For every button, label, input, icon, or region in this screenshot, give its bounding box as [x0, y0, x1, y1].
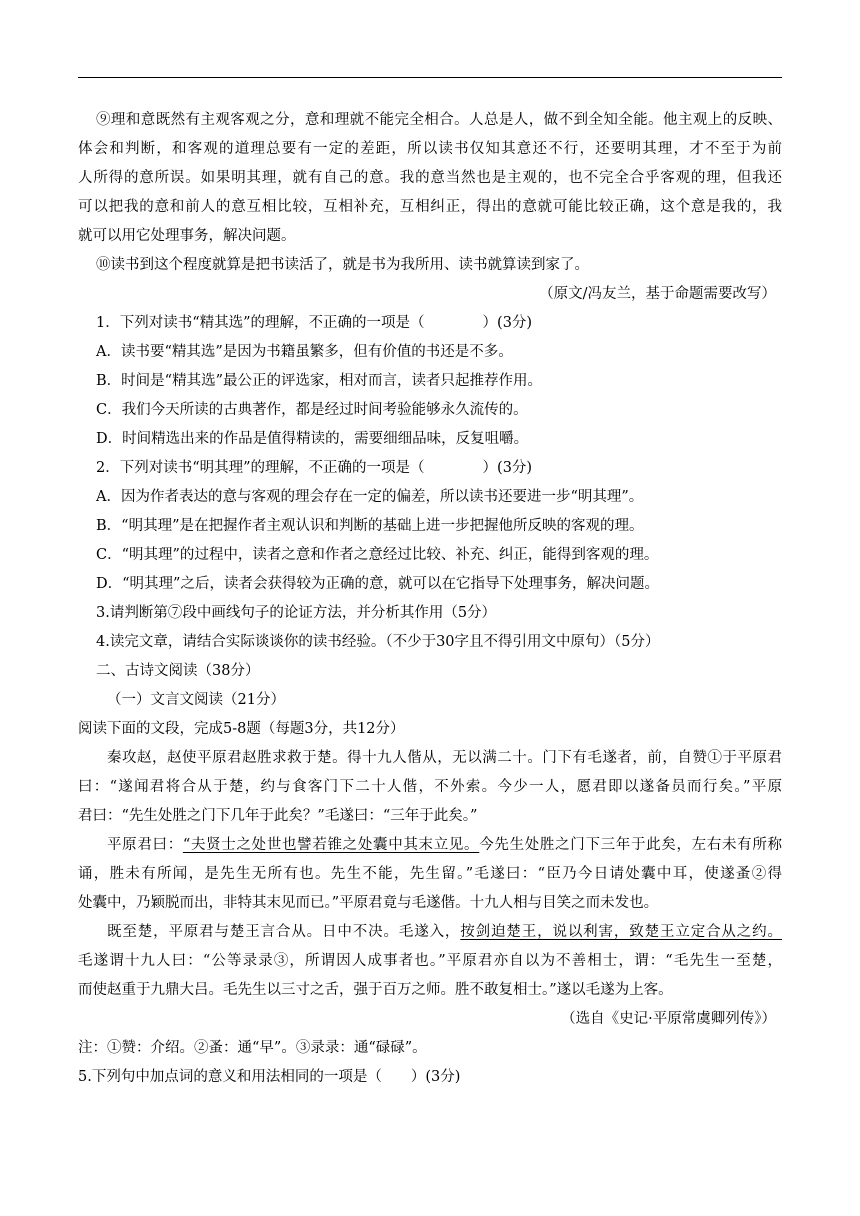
section-heading-ancient-reading: 二、古诗文阅读（38分）: [96, 663, 260, 679]
paragraph-10: ⑩读书到这个程度就算是把书读活了，就是书为我所用、读书就算读到家了。: [96, 257, 589, 273]
paragraph-9-line-2: 体会和判断，和客观的道理总要有一定的差距，所以读书仅知其意还不行，还要明其理，才不至于为前: [78, 141, 782, 157]
passage-para-1-line-2: 曰：“遂闻君将合从于楚，约与食客门下二十人偕，不外索。今少一人，愿君即以遂备员而行矣。”平原: [78, 779, 782, 795]
question-1-option-d: D．时间精选出来的作品是值得精读的，需要细细品味，反复咀嚼。: [96, 431, 529, 447]
source-citation-1: （原文/冯友兰，基于命题需要改写）: [539, 286, 776, 302]
paragraph-9-line-4: 可以把我的意和前人的意互相比较，互相补充，互相纠正，得出的意就可能比较正确，这个意是我的，我: [78, 199, 782, 215]
paragraph-9-line-5: 就可以用它处理事务，解决问题。: [78, 228, 296, 244]
question-2-option-c: C．“明其理”的过程中，读者之意和作者之意经过比较、补充、纠正，能得到客观的理。: [96, 547, 659, 563]
question-2-option-d: D．“明其理”之后，读者会获得较为正确的意，就可以在它指导下处理事务，解决问题。: [96, 576, 659, 592]
annotation-notes: 注：①赞：介绍。②蚤：通“早”。③录录：通“碌碌”。: [78, 1040, 427, 1056]
document-content: [78, 106, 782, 1092]
question-1-option-b: B．时间是“精其选”最公正的评选家，相对而言，读者只起推荐作用。: [96, 373, 542, 389]
underlined-sentence: 按剑迫楚王，说以利害，致楚王立定合从之约。: [460, 924, 782, 940]
passage-para-2-prefix: 平原君曰：: [107, 837, 183, 853]
question-5-stem: 5.下列句中加点词的意义和用法相同的一项是（ ）(3分): [78, 1069, 461, 1085]
passage-para-3-line-1: [78, 918, 782, 947]
passage-para-3-prefix: 既至楚，平原君与楚王言合从。日中不决。毛遂入，: [107, 924, 461, 940]
passage-para-2-line-3: 处囊中，乃颖脱而出，非特其末见而已。”平原君竟与毛遂偕。十九人相与目笑之而未发也。: [78, 895, 659, 911]
passage-para-3-line-2: 毛遂谓十九人曰：“公等录录③，所谓因人成事者也。”平原君亦自以为不善相士，谓：“毛先生一至楚，: [78, 953, 782, 969]
paragraph-9-line-1: ⑨理和意既然有主观客观之分，意和理就不能完全相合。人总是人，做不到全知全能。他主观上的反映、: [96, 112, 782, 128]
passage-para-1-line-3: 君曰：“先生处胜之门下几年于此矣？”毛遂曰：“三年于此矣。”: [78, 808, 478, 824]
source-citation-2: （选自《史记·平原常虞卿列传》）: [561, 1011, 776, 1027]
paragraph-9-line-3: 人所得的意所误。如果明其理，就有自己的意。我的意当然也是主观的，也不完全合乎客观的理，但我还: [78, 170, 782, 186]
subsection-heading-classical-reading: （一）文言文阅读（21分）: [107, 692, 285, 708]
question-1-option-a: A．读书要“精其选”是因为书籍虽繁多，但有价值的书还是不多。: [96, 344, 513, 360]
question-3: 3.请判断第⑦段中画线句子的论证方法，并分析其作用（5分）: [96, 605, 497, 621]
passage-para-3-line-3: 而使赵重于九鼎大吕。毛先生以三寸之舌，强于百万之师。胜不敢复相士。”遂以毛遂为上客。: [78, 982, 673, 998]
question-1-option-c: C．我们今天所读的古典著作，都是经过时间考验能够永久流传的。: [96, 402, 528, 418]
question-4: 4.读完文章，请结合实际谈谈你的读书经验。（不少于30字且不得引用文中原句）（5分）: [96, 634, 660, 650]
question-1-stem: 1．下列对读书“精其选”的理解，不正确的一项是（ ）(3分): [96, 315, 533, 331]
passage-para-2-line-2: 诵，胜未有所闻，是先生无所有也。先生不能，先生留。”毛遂曰：“臣乃今日请处囊中耳，使遂蚤②得: [78, 866, 782, 882]
passage-para-1-line-1: 秦攻赵，赵使平原君赵胜求救于楚。得十九人偕从，无以满二十。门下有毛遂者，前，自赞①于平原君: [107, 750, 782, 766]
question-2-option-b: B．“明其理”是在把握作者主观认识和判断的基础上进一步把握他所反映的客观的理。: [96, 518, 644, 534]
reading-instruction: 阅读下面的文段，完成5-8题（每题3分，共12分）: [78, 721, 405, 737]
passage-para-2-rest: 今先生处胜之门下三年于此矣，左右未有所称: [479, 837, 782, 853]
passage-para-2-line-1: [78, 831, 782, 860]
underlined-sentence: “夫贤士之处世也譬若锥之处囊中其末立见。: [182, 837, 480, 853]
question-2-stem: 2．下列对读书“明其理”的理解，不正确的一项是（ ）(3分): [96, 460, 533, 476]
question-2-option-a: A．因为作者表达的意与客观的理会存在一定的偏差，所以读书还要进一步“明其理”。: [96, 489, 644, 505]
header-rule: [78, 77, 782, 78]
